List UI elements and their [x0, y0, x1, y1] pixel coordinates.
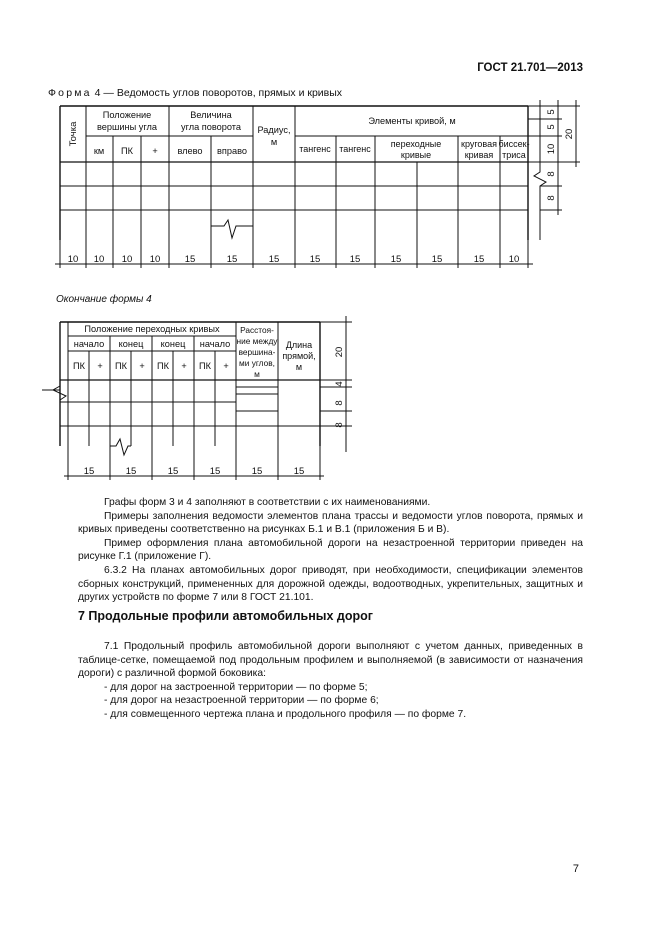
dim-bottom: 15: [125, 466, 137, 477]
col-pk: ПК: [115, 361, 127, 371]
col-pk: ПК: [73, 361, 85, 371]
grp-velichina-line2: угла поворота: [181, 122, 241, 132]
grp-elements: Элементы кривой, м: [368, 116, 456, 126]
grp-polozhenie-line2: вершины угла: [97, 122, 157, 132]
col-radius-line1: Радиус,: [257, 125, 291, 135]
list-item: - для дорог на застроенной территории — по форме 5;: [104, 681, 368, 693]
paragraph: Графы форм 3 и 4 заполняют в соответствии с их наименованиями.: [104, 497, 431, 508]
dim-bottom: 15: [268, 254, 280, 265]
col-rasst-line: вершина-: [238, 347, 276, 357]
col-nachalo: начало: [199, 339, 231, 349]
page-number: 7: [572, 863, 579, 875]
paragraph: Примеры заполнения ведомости элементов плана трассы и ведомости углов поворота, прямых и кривых приведены соответственно на рисунках Б.1 и В.1 (приложения Б и В).: [78, 510, 583, 536]
dim-bottom: 10: [67, 254, 79, 265]
paragraph: Пример оформления плана автомобильной дороги на незастроенной территории приведен на рисунке Г.1 (приложение Г).: [78, 537, 583, 563]
form4-title-rest: 4 — Ведомость углов поворотов, прямых и кривых: [94, 87, 343, 99]
doc-code: ГОСТ 21.701—2013: [477, 62, 583, 74]
dim-bottom: 15: [251, 466, 263, 477]
section-body: [78, 640, 583, 722]
col-pk: ПК: [157, 361, 169, 371]
dim-bottom: 15: [184, 254, 196, 265]
dim-right: 5: [546, 124, 557, 130]
dim-right: 8: [334, 400, 345, 406]
col-krug-line1: круговая: [461, 139, 497, 149]
col-tochka: Точка: [68, 121, 79, 147]
grp-perehod: Положение переходных кривых: [84, 324, 220, 334]
col-dlina-line: прямой,: [282, 351, 316, 361]
list-item: - для совмещенного чертежа плана и продольного профиля — по форме 7.: [104, 708, 467, 720]
col-rasst-line: м: [254, 369, 260, 379]
section-title: 7 Продольные профили автомобильных дорог: [78, 609, 373, 623]
col-vlevo: влево: [177, 146, 203, 156]
col-pk: ПК: [121, 146, 133, 156]
col-rasst-line: Расстоя-: [240, 325, 274, 335]
list-item: - для дорог на незастроенной территории — по форме 6;: [104, 695, 379, 707]
dim-bottom: 10: [508, 254, 520, 265]
col-krug-line2: кривая: [464, 150, 494, 160]
col-perehod-line2: кривые: [400, 150, 432, 160]
col-plus: +: [139, 361, 145, 371]
dim-bottom: 10: [149, 254, 161, 265]
col-pk: ПК: [199, 361, 211, 371]
dim-bottom: 15: [167, 466, 179, 477]
col-radius-line2: м: [270, 137, 278, 147]
dim-bottom: 15: [209, 466, 221, 477]
body-paragraphs: [78, 496, 583, 605]
dim-right: 20: [564, 128, 575, 140]
form4-title-word: Форма: [48, 87, 92, 99]
paragraph: 6.3.2 На планах автомобильных дорог приводят, при необходимости, спецификации элементов сборных конструкций, примененных для дорожной одежды, водоотводных, укрепительных, защитных и других устройств по форме 7 или 8 ГОСТ 21.101.: [78, 564, 583, 604]
dim-right: 5: [546, 109, 557, 115]
dim-right: 4: [334, 381, 345, 387]
col-konec: конец: [160, 339, 186, 349]
form4-end-title: Окончание формы 4: [56, 294, 152, 305]
col-tangens-2: тангенс: [339, 144, 371, 154]
dim-bottom: 15: [83, 466, 95, 477]
grp-polozhenie-line1: Положение: [102, 110, 152, 120]
col-biss-line1: биссек-: [498, 139, 530, 149]
dim-bottom: 15: [431, 254, 443, 265]
col-biss-line2: триса: [502, 150, 526, 160]
dim-right: 8: [334, 422, 345, 428]
grp-velichina-line1: Величина: [190, 110, 232, 120]
col-dlina-line: м: [295, 362, 303, 372]
dim-bottom: 15: [390, 254, 402, 265]
paragraph: 7.1 Продольный профиль автомобильной дороги выполняют с учетом данных, приведенных в таблице-сетке, помещаемой под продольным профилем и выполняемой (в зависимости от назначения дороги) с различной формой боковика:: [78, 641, 583, 680]
col-plus: +: [181, 361, 187, 371]
col-tangens-1: тангенс: [299, 144, 331, 154]
col-rasst-line: ми углов,: [239, 358, 275, 368]
col-plus: +: [97, 361, 103, 371]
col-vpravo: вправо: [217, 146, 247, 156]
dim-right: 20: [334, 346, 345, 358]
dim-right: 10: [546, 143, 557, 155]
dim-bottom: 15: [293, 466, 305, 477]
col-konec: конец: [118, 339, 144, 349]
col-nachalo: начало: [73, 339, 105, 349]
dim-bottom: 15: [309, 254, 321, 265]
dim-bottom: 10: [121, 254, 133, 265]
col-rasst-line: ние между: [236, 336, 278, 346]
col-plus: +: [223, 361, 229, 371]
dim-bottom: 15: [349, 254, 361, 265]
dim-right: 8: [546, 195, 557, 201]
col-dlina-line: Длина: [285, 340, 313, 350]
dim-right: 8: [546, 171, 557, 177]
dim-bottom: 10: [93, 254, 105, 265]
dim-bottom: 15: [473, 254, 485, 265]
col-perehod-line1: переходные: [390, 139, 442, 149]
col-km: км: [93, 146, 105, 156]
col-plus: +: [152, 146, 158, 156]
dim-bottom: 15: [226, 254, 238, 265]
